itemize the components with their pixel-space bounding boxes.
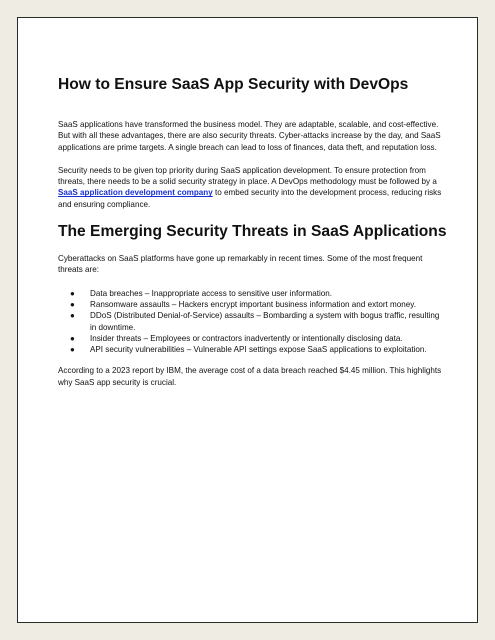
section-heading: The Emerging Security Threats in SaaS Applications — [58, 223, 447, 241]
list-item — [58, 288, 444, 299]
list-item — [58, 299, 444, 310]
list-item-text: DDoS (Distributed Denial-of-Service) assaults – Bombarding a system with bogus traffic, resulting in downtime. — [90, 311, 440, 332]
list-item — [58, 333, 444, 344]
intro-text-before-link: Security needs to be given top priority during SaaS application development. To ensure protection from threats, there needs to be a solid security strategy in place. A DevOps methodology must be followed by a — [58, 165, 437, 187]
saas-development-company-link[interactable]: SaaS application development company — [58, 188, 213, 198]
document-content — [58, 75, 447, 400]
bullet-icon: ● — [70, 311, 75, 321]
page-title: How to Ensure SaaS App Security with DevOps — [58, 76, 409, 93]
bullet-icon: ● — [70, 288, 75, 298]
list-item-text: Data breaches – Inappropriate access to sensitive user information. — [90, 288, 333, 298]
list-item — [58, 310, 444, 333]
list-item-text: Ransomware assaults – Hackers encrypt important business information and extort money. — [90, 299, 416, 309]
intro-paragraph: SaaS applications have transformed the business model. They are adaptable, scalable, and cost-effective. But with all these advantages, there are also security threats. Cyber-attacks increase by the day, and SaaS applications are prime targets. A single breach can lead to loss of finances, data theft, and reputation loss. — [58, 120, 441, 152]
bullet-icon: ● — [70, 299, 75, 309]
intro-paragraph-2 — [58, 165, 444, 210]
list-item-text: API security vulnerabilities – Vulnerable API settings expose SaaS applications to exploitation. — [90, 345, 427, 355]
threat-list — [58, 288, 444, 356]
bullet-icon: ● — [70, 333, 75, 343]
list-item-text: Insider threats – Employees or contractors inadvertently or intentionally disclosing data. — [90, 333, 403, 343]
intro-text-after-link: to embed security into the development process, reducing risks and ensuring compliance. — [58, 188, 442, 209]
document-page — [17, 17, 478, 623]
closing-paragraph: According to a 2023 report by IBM, the average cost of a data breach reached $4.45 million. This highlights why SaaS app security is crucial. — [58, 366, 442, 387]
section-intro: Cyberattacks on SaaS platforms have gone up remarkably in recent times. Some of the most frequent threats are: — [58, 254, 423, 275]
list-item — [58, 344, 444, 355]
bullet-icon: ● — [70, 345, 75, 355]
